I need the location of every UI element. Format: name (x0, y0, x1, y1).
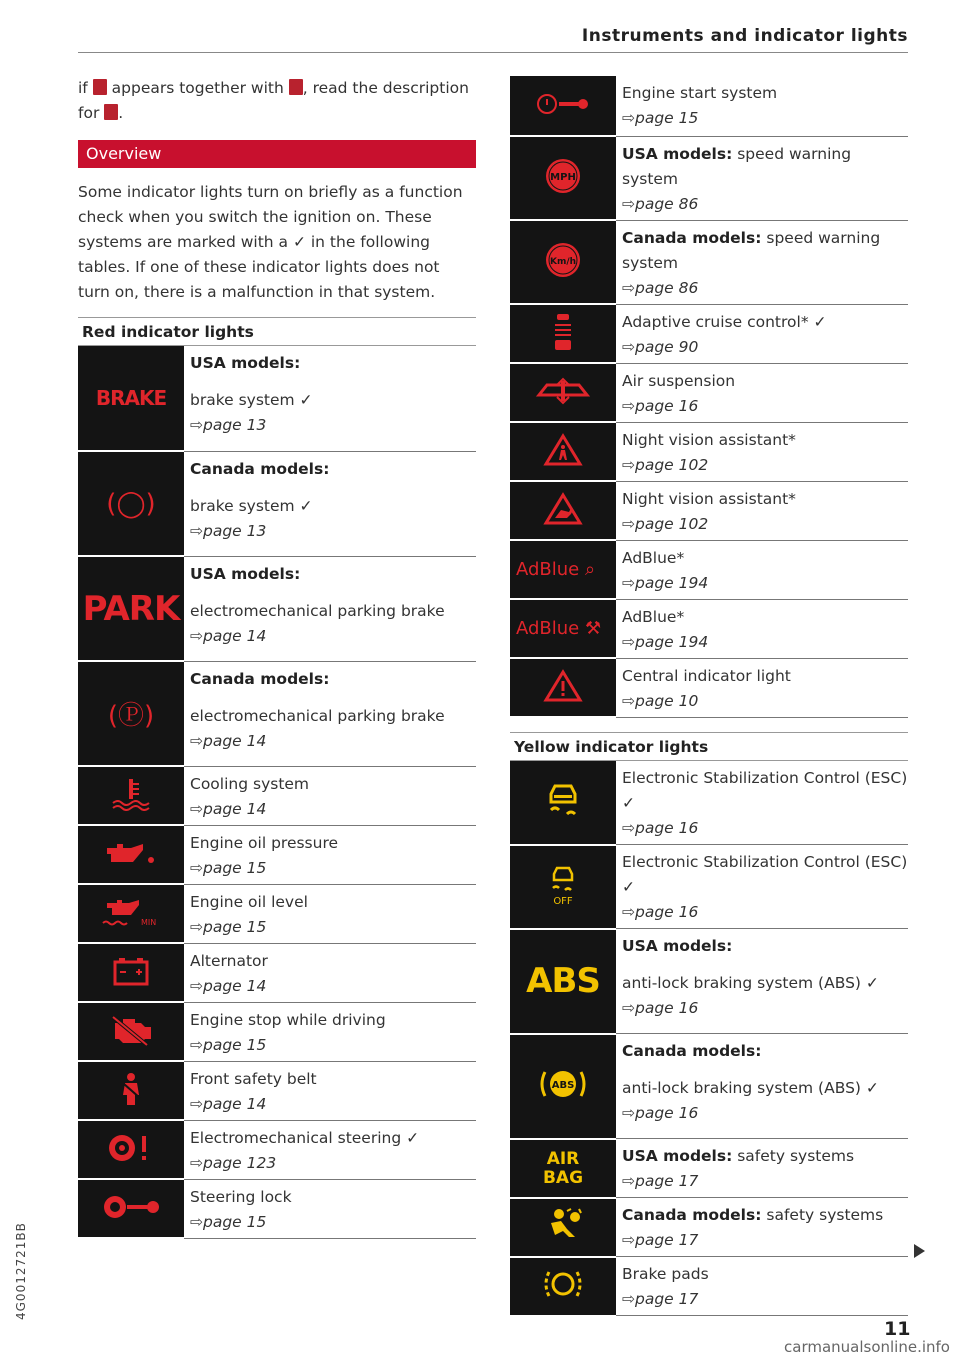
yellow-section-title: Yellow indicator lights (510, 733, 908, 761)
table-row: Canada models: safety systems ⇨page 17 (510, 1198, 908, 1257)
red-lights-table (78, 346, 476, 1239)
table-row: Adaptive cruise control* ✓ ⇨page 90 (510, 304, 908, 363)
table-row: Night vision assistant* ⇨page 102 (510, 422, 908, 481)
table-row: Front safety belt ⇨page 14 (78, 1061, 476, 1120)
table-row: Engine stop while driving ⇨page 15 (78, 1002, 476, 1061)
engine-start-icon (533, 90, 593, 118)
svg-text:OFF: OFF (553, 895, 573, 906)
central-warning-icon (543, 669, 583, 703)
brake-circle-icon: (◯) (106, 488, 156, 519)
night-vision-pedestrian-icon (543, 433, 583, 467)
left-column (78, 76, 476, 1239)
table-row: Air suspension ⇨page 16 (510, 363, 908, 422)
table-row: (◯) Canada models: brake system ✓ ⇨page 13 (78, 451, 476, 556)
brake-text-icon: BRAKE (95, 386, 167, 410)
table-row: Central indicator light ⇨page 10 (510, 658, 908, 717)
table-row: Night vision assistant* ⇨page 102 (510, 481, 908, 540)
table-row: Electromechanical steering ✓ ⇨page 123 (78, 1120, 476, 1179)
table-row: Engine oil pressure ⇨page 15 (78, 825, 476, 884)
esc-off-icon (543, 864, 583, 906)
right-column (510, 76, 908, 1317)
adblue-wrench-icon: AdBlue ⚒ (516, 618, 602, 639)
table-row: Alternator ⇨page 14 (78, 943, 476, 1002)
park-text-icon: PARK (82, 588, 180, 629)
steering-warning-icon (106, 1132, 156, 1164)
oil-level-icon (101, 897, 161, 927)
adblue-fill-icon: AdBlue ⌕ (516, 559, 596, 580)
airbag-person-icon (543, 1207, 583, 1243)
air-suspension-icon (531, 377, 595, 405)
oil-pressure-inline-icon (104, 104, 118, 120)
esc-icon (543, 780, 583, 820)
table-row: Cooling system ⇨page 14 (78, 766, 476, 825)
table-row: Electronic Stabilization Control (ESC) ✓ ⇨page 16 (510, 761, 908, 845)
table-row: AdBlue ⚒ AdBlue* ⇨page 194 (510, 599, 908, 658)
svg-text:ABS: ABS (551, 1080, 575, 1091)
abs-circle-icon (538, 1064, 588, 1104)
intro-paragraph: if appears together with , read the description for . (78, 79, 469, 122)
mph-icon (543, 156, 583, 196)
battery-icon (111, 956, 151, 986)
table-row: MIN Engine oil level ⇨page 15 (78, 884, 476, 943)
night-vision-animal-icon (543, 492, 583, 526)
watermark: carmanualsonline.info (784, 1338, 950, 1356)
table-row: ABS USA models: anti-lock braking system (ABS) ✓ ⇨page 16 (510, 929, 908, 1034)
table-row: MPH USA models: speed warning system ⇨page 86 (510, 136, 908, 220)
kmh-icon (543, 240, 583, 280)
continue-arrow-icon (914, 1244, 925, 1258)
table-row: OFF Electronic Stabilization Control (ESC) ✓ ⇨page 16 (510, 845, 908, 929)
steering-lock-icon (101, 1192, 161, 1222)
svg-text:MPH: MPH (550, 172, 576, 183)
seatbelt-icon (116, 1072, 146, 1106)
table-row: Steering lock ⇨page 15 (78, 1179, 476, 1238)
warning-inline-icon (289, 79, 303, 95)
brake-pads-icon (543, 1266, 583, 1302)
svg-text:MIN: MIN (141, 917, 157, 927)
svg-text:Km/h: Km/h (549, 257, 577, 267)
overview-text: Some indicator lights turn on briefly as a function check when you switch the ignition on. These systems are marked with a ✓ in the following tables. If one of these indicator lights does not turn on, there is a malfunction in that system. (78, 183, 463, 301)
red-lights-table-continued (510, 76, 908, 718)
table-row: ABS Canada models: anti-lock braking system (ABS) ✓ ⇨page 16 (510, 1034, 908, 1139)
table-row: (Ⓟ) Canada models: electromechanical parking brake ⇨page 14 (78, 661, 476, 766)
header-title: Instruments and indicator lights (581, 26, 908, 46)
table-row: AIR BAG USA models: safety systems ⇨page 17 (510, 1139, 908, 1198)
overview-heading: Overview (78, 140, 476, 168)
table-row: PARK USA models: electromechanical parking brake ⇨page 14 (78, 556, 476, 661)
document-code: 4G0012721BB (14, 1222, 28, 1320)
adaptive-cruise-icon (551, 312, 575, 352)
airbag-text-icon (543, 1146, 583, 1186)
svg-text:AIR: AIR (546, 1149, 580, 1169)
table-row: AdBlue ⌕ AdBlue* ⇨page 194 (510, 540, 908, 599)
engine-stop-icon (107, 1013, 155, 1047)
oil-pressure-icon (103, 840, 159, 866)
abs-text-icon: ABS (526, 961, 600, 1001)
header-rule (78, 52, 908, 53)
page-number: 11 (884, 1318, 911, 1340)
svg-text:BAG: BAG (543, 1168, 583, 1186)
table-row: Engine start system ⇨page 15 (510, 76, 908, 136)
red-section-title: Red indicator lights (78, 318, 476, 346)
yellow-lights-table (510, 761, 908, 1317)
table-row: Km/h Canada models: speed warning system ⇨page 86 (510, 220, 908, 304)
table-row: Brake pads ⇨page 17 (510, 1257, 908, 1316)
oil-pressure-inline-icon (93, 79, 107, 95)
coolant-icon (111, 777, 151, 811)
table-row: BRAKE USA models: brake system ✓ ⇨page 13 (78, 346, 476, 451)
park-circle-icon: (Ⓟ) (107, 701, 155, 731)
